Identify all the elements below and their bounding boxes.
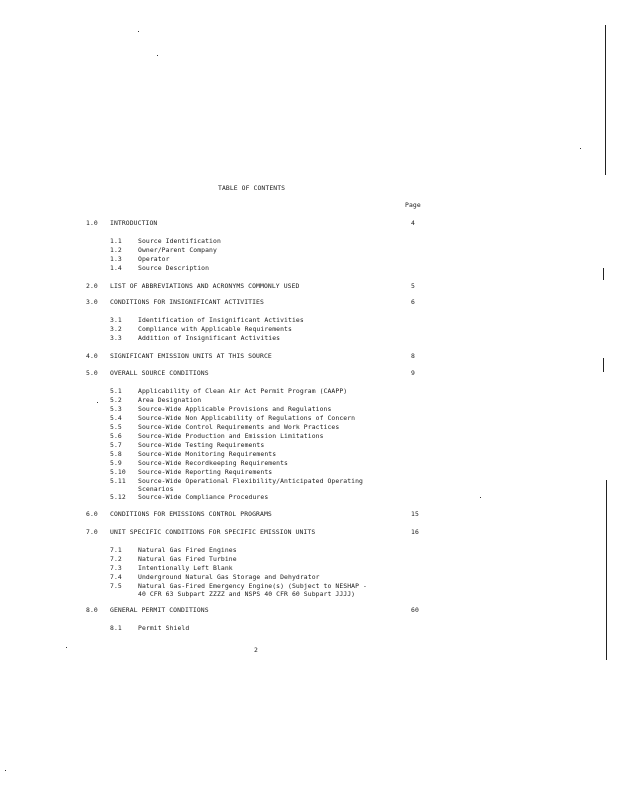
subsection-title: Owner/Parent Company — [138, 246, 217, 254]
subsection-title: Source Identification — [138, 237, 221, 245]
subsection-title: Source-Wide Control Requirements and Work Practices — [138, 423, 340, 431]
subsection-title: Source-Wide Production and Emission Limitations — [138, 432, 324, 440]
subsection-number: 7.1 — [110, 546, 122, 554]
subsection-number: 7.5 — [110, 582, 122, 590]
section-page: 8 — [411, 352, 415, 360]
section-number: 6.0 — [86, 510, 98, 518]
subsection-number: 5.1 — [110, 387, 122, 395]
scan-speck — [138, 31, 139, 32]
subsection-number: 1.3 — [110, 255, 122, 263]
section-page: 16 — [411, 528, 419, 536]
subsection-number: 5.7 — [110, 441, 122, 449]
section-title: GENERAL PERMIT CONDITIONS — [110, 606, 209, 614]
subsection-title-continued: Scenarios — [138, 485, 174, 493]
section-title: INTRODUCTION — [110, 219, 158, 227]
section-page: 9 — [411, 369, 415, 377]
section-title: LIST OF ABBREVIATIONS AND ACRONYMS COMMONLY USED — [110, 282, 300, 290]
subsection-number: 7.2 — [110, 555, 122, 563]
subsection-number: 3.1 — [110, 316, 122, 324]
section-number: 8.0 — [86, 606, 98, 614]
subsection-number: 7.4 — [110, 573, 122, 581]
section-title: OVERALL SOURCE CONDITIONS — [110, 369, 209, 377]
scan-speck — [157, 55, 158, 56]
subsection-number: 5.11 — [110, 477, 126, 485]
subsection-number: 8.1 — [110, 624, 122, 632]
subsection-title: Operator — [138, 255, 170, 263]
subsection-title: Natural Gas Fired Engines — [138, 546, 237, 554]
section-title: CONDITIONS FOR INSIGNIFICANT ACTIVITIES — [110, 298, 264, 306]
page-column-header: Page — [405, 201, 421, 209]
subsection-number: 5.3 — [110, 405, 122, 413]
subsection-number: 5.2 — [110, 396, 122, 404]
section-title: CONDITIONS FOR EMISSIONS CONTROL PROGRAMS — [110, 510, 272, 518]
subsection-title: Intentionally Left Blank — [138, 564, 233, 572]
subsection-number: 1.1 — [110, 237, 122, 245]
page-number: 2 — [254, 646, 258, 654]
subsection-number: 1.2 — [110, 246, 122, 254]
subsection-title-continued: 40 CFR 63 Subpart ZZZZ and NSPS 40 CFR 60 Subpart JJJJ) — [138, 590, 356, 598]
scan-edge-mark — [603, 268, 604, 280]
section-number: 5.0 — [86, 369, 98, 377]
subsection-title: Compliance with Applicable Requirements — [138, 325, 292, 333]
subsection-title: Source Description — [138, 264, 210, 272]
subsection-title: Source-Wide Reporting Requirements — [138, 468, 273, 476]
scan-edge-mark — [603, 358, 604, 372]
section-number: 2.0 — [86, 282, 98, 290]
subsection-number: 5.4 — [110, 414, 122, 422]
section-number: 7.0 — [86, 528, 98, 536]
subsection-title: Addition of Insignificant Activities — [138, 334, 281, 342]
section-page: 15 — [411, 510, 419, 518]
scan-edge-line — [605, 25, 606, 175]
section-title: UNIT SPECIFIC CONDITIONS FOR SPECIFIC EMISSION UNITS — [110, 528, 316, 536]
scan-speck — [66, 647, 67, 648]
subsection-title: Source-Wide Non Applicability of Regulations of Concern — [138, 414, 356, 422]
subsection-title: Source-Wide Compliance Procedures — [138, 493, 269, 501]
section-page: 60 — [411, 606, 419, 614]
subsection-number: 5.10 — [110, 468, 126, 476]
subsection-title: Area Designation — [138, 396, 202, 404]
subsection-title: Source-Wide Testing Requirements — [138, 441, 265, 449]
subsection-number: 3.3 — [110, 334, 122, 342]
subsection-number: 5.8 — [110, 450, 122, 458]
scan-speck — [580, 148, 581, 149]
subsection-title: Natural Gas-Fired Emergency Engine(s) (Subject to NESHAP - — [138, 582, 367, 590]
subsection-title: Applicability of Clean Air Act Permit Program (CAAPP) — [138, 387, 348, 395]
toc-title: TABLE OF CONTENTS — [218, 184, 286, 192]
section-number: 4.0 — [86, 352, 98, 360]
scan-speck — [480, 497, 481, 498]
subsection-number: 5.5 — [110, 423, 122, 431]
scan-speck — [5, 770, 6, 771]
section-number: 1.0 — [86, 219, 98, 227]
section-number: 3.0 — [86, 298, 98, 306]
subsection-number: 1.4 — [110, 264, 122, 272]
subsection-number: 7.3 — [110, 564, 122, 572]
subsection-title: Source-Wide Applicable Provisions and Regulations — [138, 405, 332, 413]
subsection-number: 5.6 — [110, 432, 122, 440]
section-title: SIGNIFICANT EMISSION UNITS AT THIS SOURCE — [110, 352, 272, 360]
subsection-title: Source-Wide Monitoring Requirements — [138, 450, 277, 458]
subsection-title: Source-Wide Operational Flexibility/Anticipated Operating — [138, 477, 364, 485]
subsection-title: Underground Natural Gas Storage and Dehydrator — [138, 573, 320, 581]
section-page: 6 — [411, 298, 415, 306]
subsection-title: Permit Shield — [138, 624, 190, 632]
scan-edge-line — [606, 480, 607, 660]
subsection-title: Natural Gas Fired Turbine — [138, 555, 237, 563]
scan-speck — [97, 402, 98, 403]
subsection-title: Source-Wide Recordkeeping Requirements — [138, 459, 289, 467]
section-page: 4 — [411, 219, 415, 227]
section-page: 5 — [411, 282, 415, 290]
subsection-number: 3.2 — [110, 325, 122, 333]
subsection-title: Identification of Insignificant Activities — [138, 316, 304, 324]
subsection-number: 5.9 — [110, 459, 122, 467]
subsection-number: 5.12 — [110, 493, 126, 501]
